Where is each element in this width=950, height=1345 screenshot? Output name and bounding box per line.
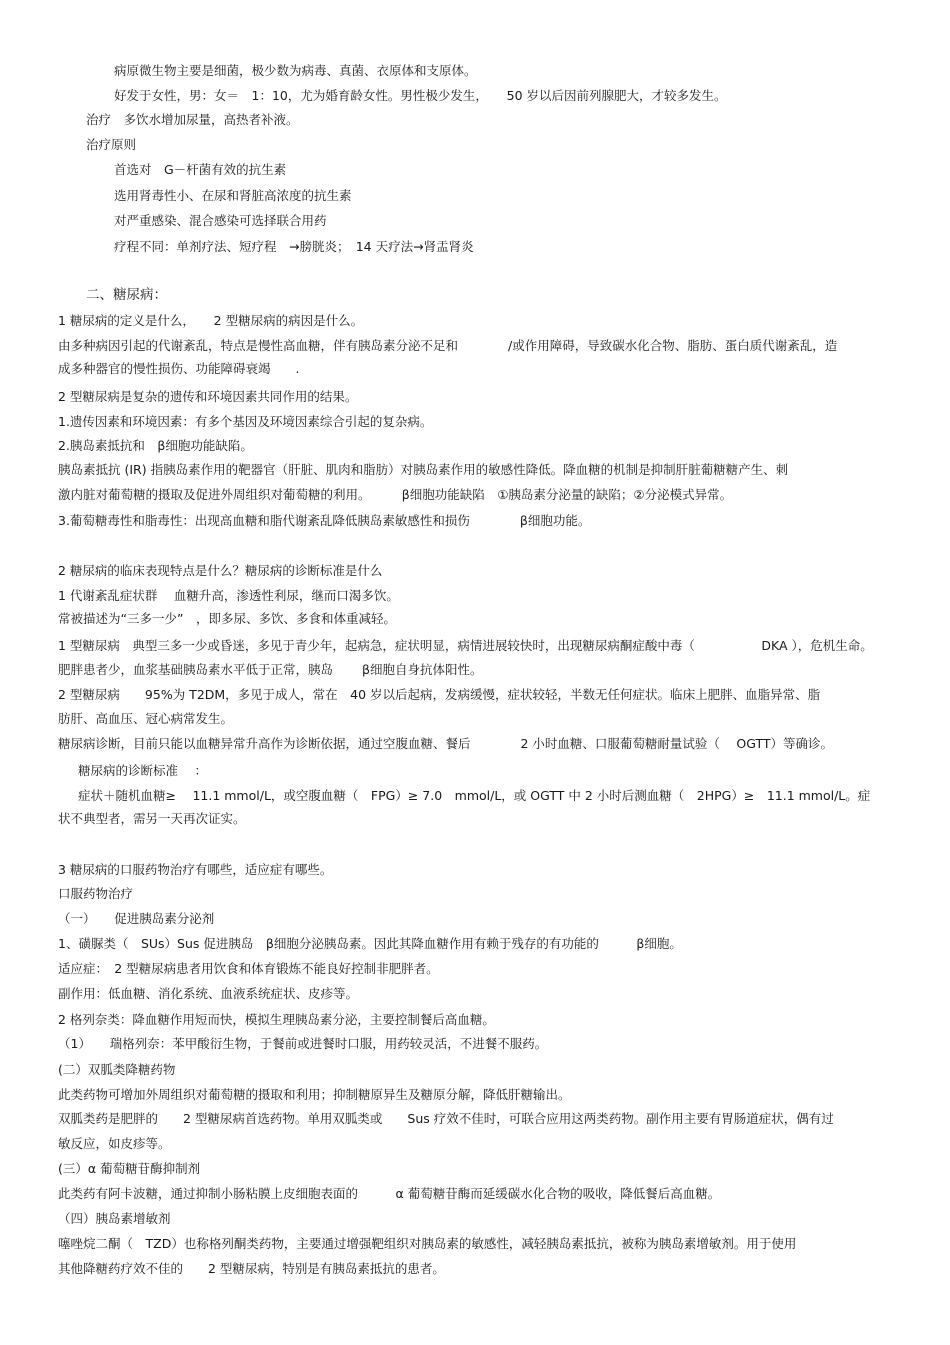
- text-line: 症状＋随机血糖≥ 11.1 mmol/L，或空腹血糖（ FPG）≥ 7.0 mmol/L，或 OGTT 中 2 小时后测血糖（ 2HPG）≥ 11.1 mmol/L。症: [78, 788, 871, 803]
- text-line: 此类药物可增加外周组织对葡萄糖的摄取和利用；抑制糖原异生及糖原分解，降低肝糖输出。: [58, 1087, 571, 1102]
- text-line: 成多种器官的慢性损伤、功能障碍衰竭 .: [58, 361, 300, 376]
- text-line: 疗程不同：单剂疗法、短疗程 →膀胱炎； 14 天疗法→肾盂肾炎: [114, 239, 474, 254]
- text-line: 好发于女性，男：女＝ 1：10，尤为婚育龄女性。男性极少发生， 50 岁以后因前列腺肥大，才较多发生。: [114, 88, 727, 103]
- text-line: 2.胰岛素抵抗和 β细胞功能缺陷。: [58, 438, 253, 453]
- text-line: 常被描述为“三多一少” ，即多尿、多饮、多食和体重减轻。: [58, 611, 396, 626]
- text-line: 口服药物治疗: [58, 886, 134, 901]
- text-line: 首选对 G－杆菌有效的抗生素: [114, 162, 287, 177]
- text-line: 双胍类药是肥胖的 2 型糖尿病首选药物。单用双胍类或 Sus 疗效不佳时，可联合应用这两类药物。副作用主要有胃肠道症状，偶有过: [58, 1111, 834, 1126]
- text-line: 肥胖患者少，血浆基础胰岛素水平低于正常，胰岛 β细胞自身抗体阳性。: [58, 662, 483, 677]
- text-line: 适应症： 2 型糖尿病患者用饮食和体育锻炼不能良好控制非肥胖者。: [58, 961, 439, 976]
- text-line: 此类药有阿卡波糖，通过抑制小肠粘膜上皮细胞表面的 α 葡萄糖苷酶而延缓碳水化合物的吸收，降低餐后高血糖。: [58, 1186, 721, 1201]
- text-line: 3.葡萄糖毒性和脂毒性：出现高血糖和脂代谢紊乱降低胰岛素敏感性和损伤 β细胞功能。: [58, 513, 591, 528]
- question-heading: 2 糖尿病的临床表现特点是什么？糖尿病的诊断标准是什么: [58, 563, 383, 578]
- text-line: 糖尿病诊断，目前只能以血糖异常升高作为诊断依据，通过空腹血糖、餐后 2 小时血糖、口服葡萄糖耐量试验（ OGTT）等确诊。: [58, 736, 834, 751]
- text-line: 敏反应，如皮疹等。: [58, 1136, 171, 1151]
- text-line: （四）胰岛素增敏剂: [58, 1211, 171, 1226]
- text-line: 胰岛素抵抗 (IR) 指胰岛素作用的靶器官（肝脏、肌肉和脂肪）对胰岛素作用的敏感性降低。降血糖的机制是抑制肝脏葡糖糖产生、刺: [58, 462, 789, 477]
- text-line: 1.遗传因素和环境因素：有多个基因及环境因素综合引起的复杂病。: [58, 414, 433, 429]
- text-line: 1 型糖尿病 典型三多一少或昏迷，多见于青少年，起病急，症状明显，病情进展较快时，出现糖尿病酮症酸中毒（ DKA ），危机生命。: [58, 638, 873, 653]
- question-heading: 3 糖尿病的口服药物治疗有哪些，适应症有哪些。: [58, 862, 333, 877]
- text-line: (三）α 葡萄糖苷酶抑制剂: [58, 1161, 201, 1176]
- text-line: 2 格列奈类：降血糖作用短而快，模拟生理胰岛素分泌，主要控制餐后高血糖。: [58, 1012, 495, 1027]
- text-line: 1、磺脲类（ SUs）Sus 促进胰岛 β细胞分泌胰岛素。因此其降血糖作用有赖于残存的有功能的 β细胞。: [58, 936, 682, 951]
- text-line: （一） 促进胰岛素分泌剂: [58, 911, 215, 926]
- text-line: 由多种病因引起的代谢紊乱，特点是慢性高血糖，伴有胰岛素分泌不足和 /或作用障碍，导致碳水化合物、脂肪、蛋白质代谢紊乱，造: [58, 338, 838, 353]
- text-line: 治疗原则: [86, 137, 137, 152]
- text-line: 糖尿病的诊断标准 ：: [78, 763, 207, 778]
- section-heading: 二、糖尿病：: [86, 287, 167, 303]
- question-heading: 1 糖尿病的定义是什么， 2 型糖尿病的病因是什么。: [58, 313, 364, 328]
- text-line: 状不典型者，需另一天再次证实。: [58, 811, 246, 826]
- text-line: 1 代谢紊乱症状群 血糖升高，渗透性利尿，继而口渴多饮。: [58, 588, 399, 603]
- text-line: 2 型糖尿病 95%为 T2DM，多见于成人，常在 40 岁以后起病，发病缓慢，症状较轻，半数无任何症状。临床上肥胖、血脂异常、脂: [58, 687, 821, 702]
- text-line: 治疗 多饮水增加尿量，高热者补液。: [86, 112, 299, 127]
- text-line: 2 型糖尿病是复杂的遗传和环境因素共同作用的结果。: [58, 389, 358, 404]
- text-line: 副作用：低血糖、消化系统、血液系统症状、皮疹等。: [58, 986, 359, 1001]
- text-line: 肪肝、高血压、冠心病常发生。: [58, 711, 234, 726]
- text-line: 选用肾毒性小、在尿和肾脏高浓度的抗生素: [114, 188, 352, 203]
- text-line: （1） 瑞格列奈：苯甲酸衍生物，于餐前或进餐时口服，用药较灵活，不进餐不服药。: [58, 1036, 548, 1051]
- text-line: 噻唑烷二酮（ TZD）也称格列酮类药物，主要通过增强靶组织对胰岛素的敏感性，减轻胰岛素抵抗，被称为胰岛素增敏剂。用于使用: [58, 1236, 797, 1251]
- text-line: (二）双胍类降糖药物: [58, 1062, 176, 1077]
- text-line: 对严重感染、混合感染可选择联合用药: [114, 213, 327, 228]
- text-line: 病原微生物主要是细菌，极少数为病毒、真菌、衣原体和支原体。: [114, 63, 477, 78]
- text-line: 其他降糖药疗效不佳的 2 型糖尿病，特别是有胰岛素抵抗的患者。: [58, 1261, 445, 1276]
- text-line: 激内脏对葡萄糖的摄取及促进外周组织对葡萄糖的利用。 β细胞功能缺陷 ①胰岛素分泌量的缺陷；②分泌模式异常。: [58, 487, 733, 502]
